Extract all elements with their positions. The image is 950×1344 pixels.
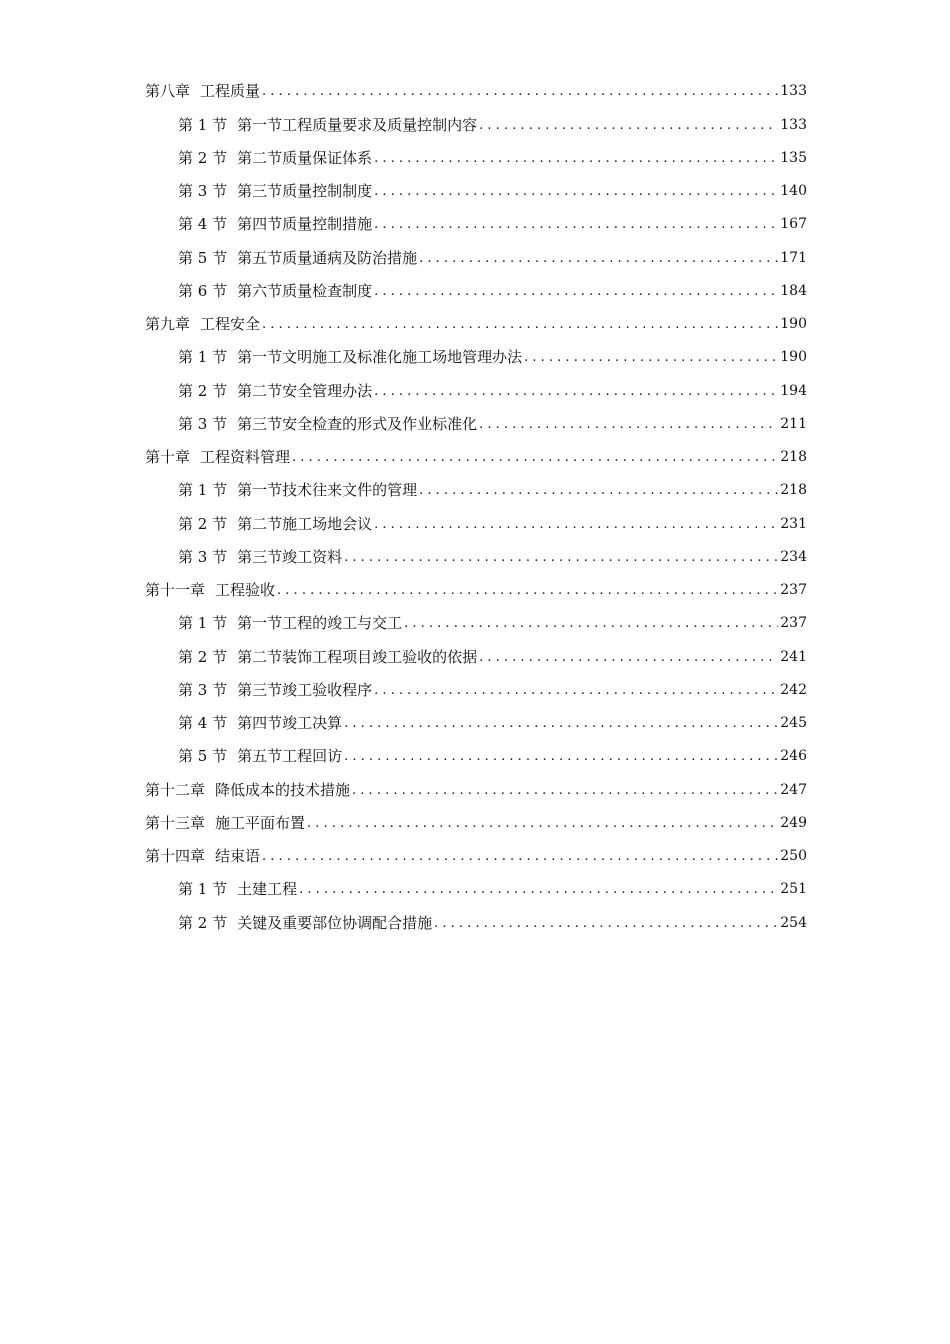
toc-entry-number: 第十三章	[145, 813, 206, 832]
toc-entry-title: 第五节质量通病及防治措施	[237, 248, 418, 267]
toc-entry-page-number: 237	[780, 582, 807, 598]
toc-dot-leader	[374, 208, 778, 241]
toc-entry-page-number: 133	[780, 116, 807, 133]
toc-dot-leader	[292, 441, 778, 474]
toc-section-entry[interactable]	[145, 241, 807, 274]
toc-chapter-entry[interactable]	[145, 441, 807, 474]
toc-entry-title: 结束语	[215, 847, 261, 865]
toc-entry-title: 工程验收	[215, 581, 276, 599]
toc-entry-title: 第一节工程质量要求及质量控制内容	[237, 115, 478, 134]
toc-dot-leader	[299, 873, 778, 906]
toc-section-entry[interactable]	[145, 474, 807, 507]
toc-entry-number: 第 2 节	[178, 148, 228, 167]
toc-section-entry[interactable]	[145, 906, 807, 939]
toc-section-entry[interactable]	[145, 640, 807, 673]
toc-section-entry[interactable]	[145, 408, 807, 441]
toc-entry-title: 工程安全	[200, 315, 261, 333]
toc-entry-page-number: 190	[780, 316, 807, 332]
toc-dot-leader	[374, 508, 778, 541]
toc-entry-number: 第 1 节	[178, 880, 228, 899]
toc-entry-number: 第 6 节	[178, 281, 228, 300]
toc-dot-leader	[374, 142, 778, 175]
toc-section-entry[interactable]	[145, 275, 807, 308]
toc-entry-title: 第一节技术往来文件的管理	[237, 481, 418, 500]
toc-entry-title: 第二节装饰工程项目竣工验收的依据	[237, 647, 478, 666]
toc-entry-number: 第十二章	[145, 780, 206, 799]
toc-chapter-entry[interactable]	[145, 75, 807, 108]
toc-dot-leader	[344, 707, 778, 740]
toc-entry-title: 第六节质量检查制度	[237, 281, 373, 300]
toc-entry-page-number: 241	[780, 648, 807, 665]
toc-entry-number: 第 2 节	[178, 913, 228, 932]
toc-entry-number: 第 3 节	[178, 680, 228, 699]
toc-section-entry[interactable]	[145, 873, 807, 906]
toc-entry-number: 第十章	[145, 448, 191, 466]
toc-entry-number: 第 1 节	[178, 115, 228, 134]
toc-entry-title: 第三节质量控制制度	[237, 182, 373, 200]
toc-dot-leader	[374, 275, 778, 308]
toc-dot-leader	[352, 774, 778, 807]
toc-entry-page-number: 247	[780, 781, 807, 798]
toc-entry-page-number: 234	[780, 548, 807, 565]
toc-entry-title: 第三节安全检查的形式及作业标准化	[237, 414, 478, 433]
toc-section-entry[interactable]	[145, 707, 807, 740]
toc-entry-page-number: 246	[780, 748, 807, 765]
toc-entry-number: 第 2 节	[178, 381, 228, 400]
toc-dot-leader	[524, 341, 778, 374]
toc-entry-page-number: 242	[780, 681, 807, 698]
toc-entry-page-number: 237	[780, 615, 807, 632]
toc-entry-number: 第 4 节	[178, 215, 228, 234]
toc-chapter-entry[interactable]	[145, 574, 807, 607]
toc-entry-page-number: 190	[780, 349, 807, 366]
toc-section-entry[interactable]	[145, 108, 807, 141]
toc-entry-title: 工程质量	[200, 82, 261, 101]
toc-entry-page-number: 184	[780, 282, 807, 299]
toc-entry-title: 第二节安全管理办法	[237, 381, 373, 400]
toc-entry-number: 第 4 节	[178, 714, 228, 732]
toc-dot-leader	[262, 840, 778, 873]
toc-entry-title: 第三节竣工资料	[237, 547, 343, 566]
toc-dot-leader	[479, 408, 778, 441]
toc-entry-page-number: 133	[780, 83, 807, 100]
toc-entry-number: 第 2 节	[178, 514, 228, 533]
toc-entry-title: 土建工程	[237, 880, 298, 899]
toc-section-entry[interactable]	[145, 674, 807, 707]
toc-dot-leader	[307, 807, 778, 840]
toc-section-entry[interactable]	[145, 541, 807, 574]
toc-entry-title: 第一节文明施工及标准化施工场地管理办法	[237, 348, 523, 367]
toc-entry-page-number: 218	[780, 449, 807, 465]
toc-dot-leader	[344, 541, 778, 574]
toc-section-entry[interactable]	[145, 374, 807, 407]
toc-entry-page-number: 171	[780, 249, 807, 266]
toc-entry-number: 第 5 节	[178, 248, 228, 267]
toc-entry-page-number: 231	[780, 515, 807, 532]
toc-dot-leader	[434, 907, 778, 940]
toc-entry-title: 降低成本的技术措施	[215, 780, 351, 799]
toc-entry-page-number: 254	[780, 914, 807, 931]
toc-section-entry[interactable]	[145, 607, 807, 640]
toc-section-entry[interactable]	[145, 208, 807, 241]
toc-entry-number: 第 1 节	[178, 481, 228, 500]
toc-entry-number: 第 5 节	[178, 747, 228, 766]
toc-dot-leader	[404, 607, 778, 640]
toc-entry-number: 第 1 节	[178, 348, 228, 367]
toc-entry-title: 工程资料管理	[200, 448, 291, 466]
toc-dot-leader	[262, 308, 778, 341]
toc-entry-number: 第十四章	[145, 847, 206, 865]
toc-entry-page-number: 218	[780, 482, 807, 499]
toc-dot-leader	[262, 75, 778, 108]
toc-dot-leader	[277, 574, 778, 607]
toc-entry-page-number: 211	[780, 415, 807, 432]
toc-entry-number: 第八章	[145, 82, 191, 101]
toc-entry-number: 第 3 节	[178, 414, 228, 433]
toc-entry-title: 第一节工程的竣工与交工	[237, 614, 403, 633]
table-of-contents	[145, 75, 807, 940]
toc-entry-title: 第三节竣工验收程序	[237, 680, 373, 699]
toc-entry-number: 第 3 节	[178, 547, 228, 566]
toc-chapter-entry[interactable]	[145, 840, 807, 873]
toc-dot-leader	[374, 674, 778, 707]
toc-entry-page-number: 140	[780, 183, 807, 199]
toc-entry-title: 第五节工程回访	[237, 747, 343, 766]
toc-entry-number: 第 3 节	[178, 182, 228, 200]
toc-entry-page-number: 250	[780, 848, 807, 864]
toc-entry-number: 第 2 节	[178, 647, 228, 666]
toc-dot-leader	[419, 474, 778, 507]
toc-entry-title: 关键及重要部位协调配合措施	[237, 913, 433, 932]
toc-dot-leader	[479, 109, 778, 142]
toc-dot-leader	[344, 740, 778, 773]
toc-dot-leader	[374, 175, 778, 208]
toc-dot-leader	[479, 641, 778, 674]
toc-chapter-entry[interactable]	[145, 773, 807, 806]
toc-entry-title: 第二节施工场地会议	[237, 514, 373, 533]
toc-section-entry[interactable]	[145, 142, 807, 175]
toc-entry-title: 第二节质量保证体系	[237, 148, 373, 167]
toc-entry-page-number: 249	[780, 814, 807, 831]
toc-entry-title: 第四节质量控制措施	[237, 215, 373, 234]
toc-dot-leader	[419, 242, 778, 275]
toc-chapter-entry[interactable]	[145, 807, 807, 840]
toc-entry-title: 第四节竣工决算	[237, 714, 343, 732]
toc-entry-page-number: 194	[780, 382, 807, 399]
toc-entry-page-number: 245	[780, 715, 807, 731]
toc-section-entry[interactable]	[145, 740, 807, 773]
toc-entry-number: 第九章	[145, 315, 191, 333]
toc-entry-number: 第十一章	[145, 581, 206, 599]
toc-entry-title: 施工平面布置	[215, 813, 306, 832]
toc-entry-page-number: 135	[780, 149, 807, 166]
toc-entry-number: 第 1 节	[178, 614, 228, 633]
toc-entry-page-number: 251	[780, 881, 807, 898]
toc-entry-page-number: 167	[780, 216, 807, 233]
toc-section-entry[interactable]	[145, 175, 807, 208]
toc-section-entry[interactable]	[145, 507, 807, 540]
toc-dot-leader	[374, 375, 778, 408]
toc-chapter-entry[interactable]	[145, 308, 807, 341]
toc-section-entry[interactable]	[145, 341, 807, 374]
